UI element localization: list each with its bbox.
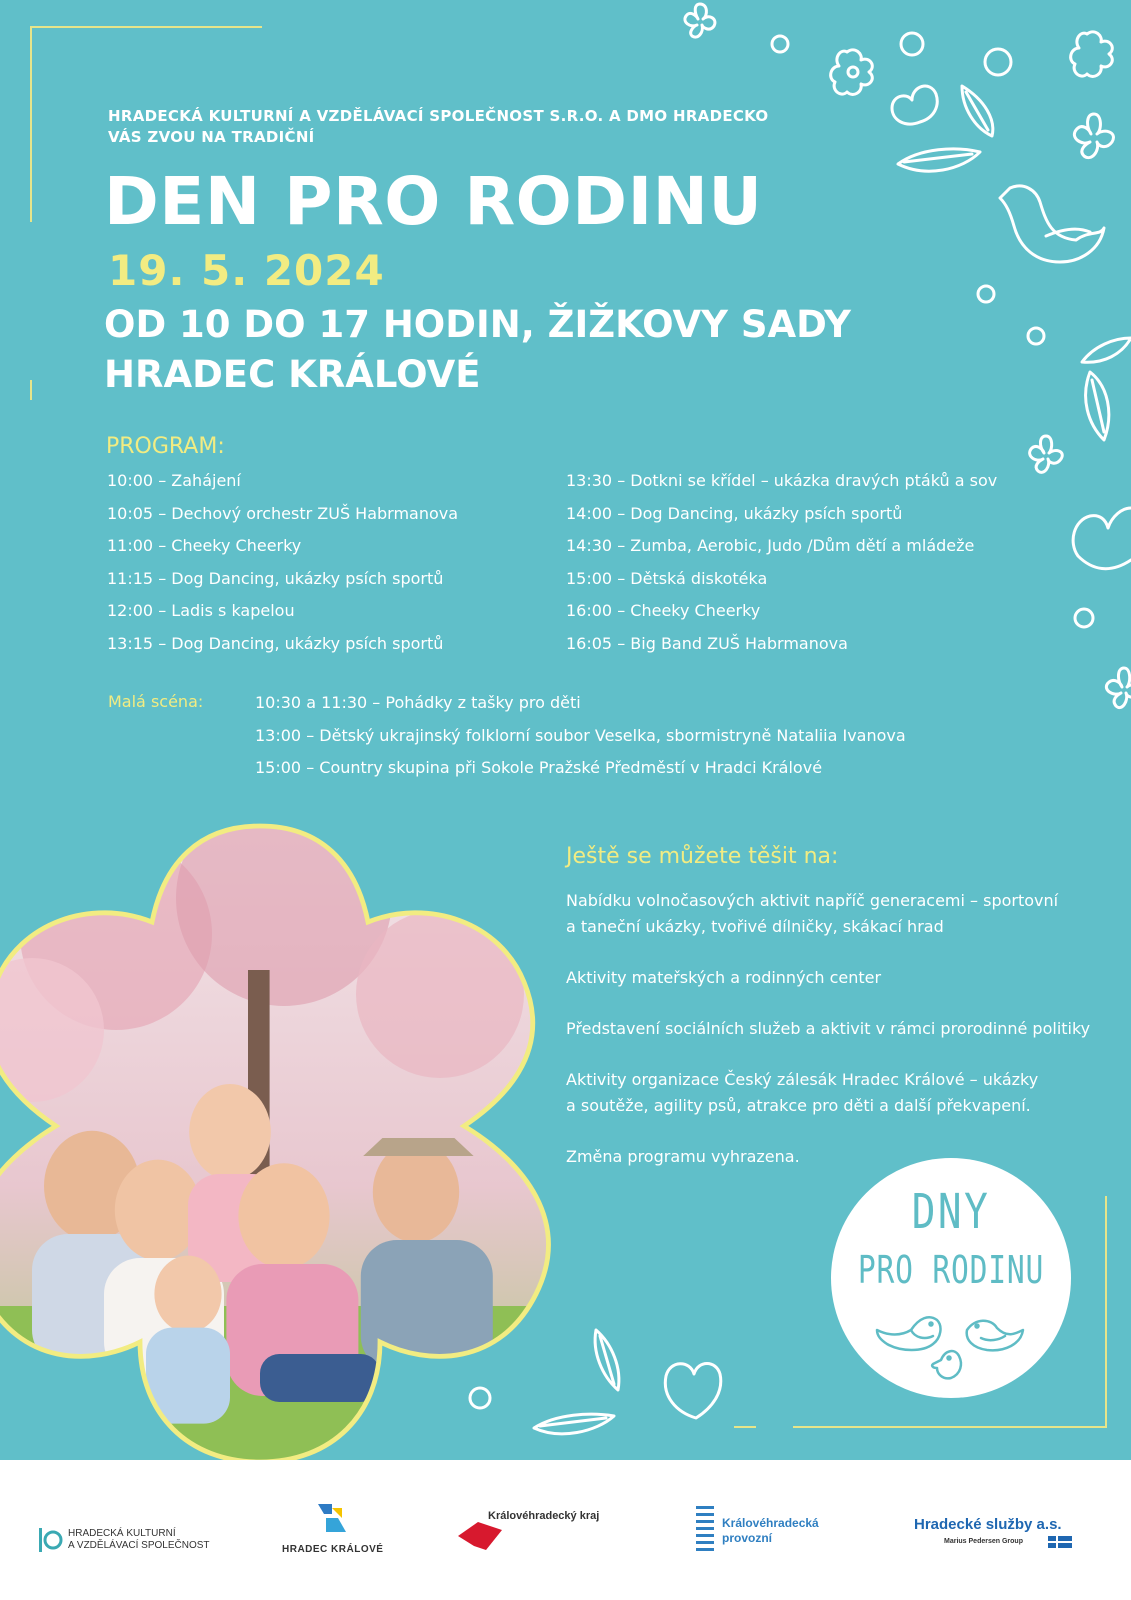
- flower-icon: [831, 50, 873, 95]
- small-stage-label: Malá scéna:: [108, 692, 204, 711]
- flower-icon: [685, 4, 715, 37]
- extras-item: Nabídku volnočasových aktivit napříč generacemi – sportovní a taneční ukázky, tvořivé dílničky, skákací hrad: [566, 891, 1059, 936]
- birds-icon: [871, 1308, 1031, 1382]
- intro-line: VÁS ZVOU NA TRADIČNÍ: [108, 128, 315, 146]
- hradec-kralove-logo-icon: [312, 1504, 352, 1536]
- logo-hkvs-line1: HRADECKÁ KULTURNÍ: [68, 1528, 176, 1539]
- dny-pro-rodinu-badge: [831, 1158, 1071, 1398]
- bird-icon: [1000, 186, 1104, 262]
- footer-logos: [0, 1460, 1131, 1600]
- program-item: 10:00 – Zahájení: [107, 471, 241, 490]
- place-line: HRADEC KRÁLOVÉ: [104, 353, 481, 396]
- flower-icon: [1071, 32, 1113, 77]
- program-item: 15:00 – Dětská diskotéka: [566, 568, 768, 588]
- family-photo: [0, 800, 560, 1460]
- logo-hkvs-line2: A VZDĚLÁVACÍ SPOLEČNOST: [68, 1540, 210, 1551]
- extras-item: Aktivity organizace Český zálesák Hradec Králové – ukázky a soutěže, agility psů, atrakce pro děti a další překvapení.: [566, 1070, 1039, 1115]
- intro-text: [108, 106, 768, 148]
- program-item: 13:15 – Dog Dancing, ukázky psích sportů: [107, 633, 444, 653]
- dot-icon: [1075, 609, 1093, 627]
- program-heading: PROGRAM:: [106, 434, 225, 459]
- place-line: OD 10 DO 17 HODIN, ŽIŽKOVY SADY: [104, 303, 851, 346]
- program-item: 12:00 – Ladis s kapelou: [107, 601, 295, 620]
- logo-hradecke-sluzby: [914, 1516, 1104, 1556]
- intro-line: HRADECKÁ KULTURNÍ A VZDĚLÁVACÍ SPOLEČNOST S.R.O. A DMO HRADECKO: [108, 107, 769, 125]
- dot-icon: [772, 36, 788, 52]
- provozni-logo-icon: [696, 1506, 714, 1554]
- small-stage-item: 13:00 – Dětský ukrajinský folklorní soubor Veselka, sbormistryně Nataliia Ivanova: [255, 725, 906, 745]
- program-item: 16:00 – Cheeky Cheerky: [566, 601, 761, 620]
- logo-kralovehradecky-kraj: [456, 1510, 616, 1554]
- extras-heading: Ještě se můžete těšit na:: [566, 844, 839, 869]
- leaf-icon: [898, 149, 980, 171]
- logo-provozni-line2: provozní: [722, 1531, 772, 1545]
- logo-sluzby-line2: Marius Pedersen Group: [944, 1538, 1023, 1545]
- dot-icon: [978, 286, 994, 302]
- dot-icon: [985, 49, 1011, 75]
- extras-list: [566, 888, 1106, 1195]
- program-item: 13:30 – Dotkni se křídel – ukázka dravých ptáků a sov: [566, 471, 998, 490]
- dot-icon: [901, 33, 923, 55]
- program-list-left: [107, 470, 458, 665]
- small-stage-item: 15:00 – Country skupina při Sokole Pražské Předměstí v Hradci Králové: [255, 758, 823, 777]
- extras-item: Změna programu vyhrazena.: [566, 1147, 800, 1166]
- program-item: 10:05 – Dechový orchestr ZUŠ Habrmanova: [107, 503, 459, 523]
- dot-icon: [1028, 328, 1044, 344]
- extras-item: Představení sociálních služeb a aktivit v rámci prorodinné politiky: [566, 1019, 1091, 1038]
- event-date: 19. 5. 2024: [108, 246, 385, 295]
- event-place: [104, 300, 851, 400]
- program-item: 14:00 – Dog Dancing, ukázky psích sportů: [566, 503, 903, 523]
- program-item: 16:05 – Big Band ZUŠ Habrmanova: [566, 633, 848, 653]
- badge-line-1: DNY: [911, 1184, 991, 1240]
- small-stage-list: [255, 692, 906, 790]
- flower-icon: [1074, 114, 1113, 158]
- small-stage-item: 10:30 a 11:30 – Pohádky z tašky pro děti: [255, 693, 581, 712]
- flower-icon: [1030, 436, 1063, 472]
- leaf-icon: [1086, 372, 1109, 440]
- badge-line-2: PRO RODINU: [857, 1248, 1045, 1292]
- heart-icon: [665, 1364, 720, 1419]
- logo-kraj-text: Královéhradecký kraj: [488, 1510, 600, 1522]
- program-item: 14:30 – Zumba, Aerobic, Judo /Dům dětí a mládeže: [566, 536, 975, 555]
- sluzby-flag-icon: [1048, 1536, 1072, 1548]
- hkvs-logo-icon: [38, 1527, 64, 1553]
- heart-icon: [892, 86, 937, 124]
- program-item: 11:00 – Cheeky Cheerky: [107, 536, 302, 555]
- logo-hradec-kralove: [282, 1504, 382, 1560]
- program-list-right: [566, 470, 997, 665]
- program-item: 11:15 – Dog Dancing, ukázky psích sportů: [107, 568, 444, 588]
- flower-icon: [1106, 668, 1131, 708]
- leaf-icon: [595, 1330, 619, 1390]
- logo-hradec-kralove-text: HRADEC KRÁLOVÉ: [282, 1544, 384, 1555]
- logo-provozni-line1: Královéhradecká: [722, 1516, 819, 1530]
- event-title: DEN PRO RODINU: [104, 163, 763, 240]
- extras-item: Aktivity mateřských a rodinných center: [566, 968, 882, 987]
- leaf-icon: [1082, 338, 1131, 362]
- leaf-icon: [962, 86, 993, 136]
- heart-icon: [1073, 508, 1131, 569]
- logo-sluzby-line1: Hradecké služby a.s.: [914, 1516, 1062, 1533]
